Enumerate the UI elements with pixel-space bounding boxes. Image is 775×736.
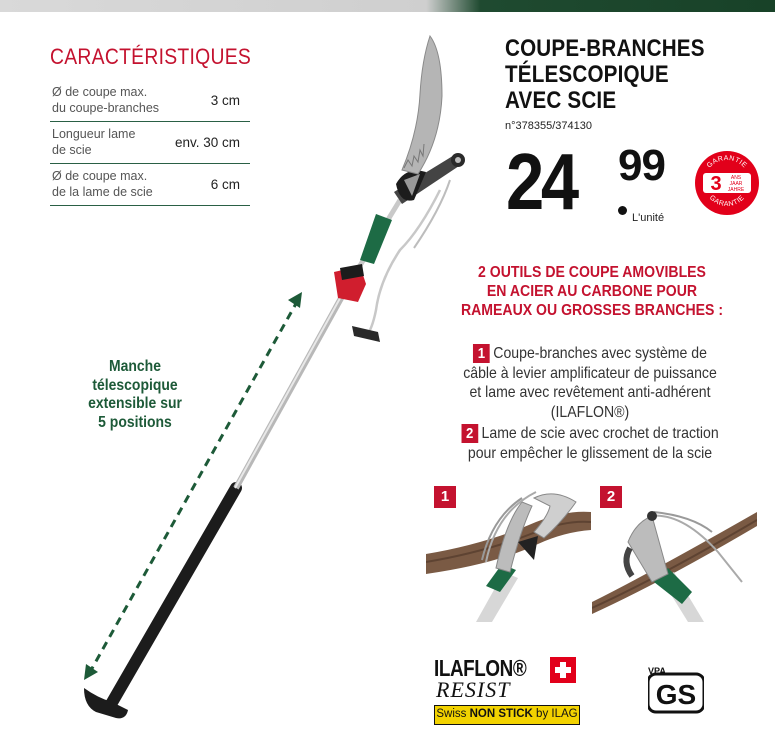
price-block	[506, 137, 696, 232]
warranty-top-text: GARANTIE	[705, 154, 749, 170]
tagline-bold: NON STICK	[469, 708, 533, 720]
price-unit: L'unité	[632, 212, 665, 224]
ilaflon-tagline	[434, 705, 580, 725]
photo-tag: 2	[600, 486, 622, 508]
gs-safety-mark	[648, 666, 704, 714]
tagline-part: by ILAG	[532, 708, 578, 720]
spec-label-line: Ø de coupe max.	[52, 169, 148, 183]
feature-line: (ILAFLON®)	[550, 403, 630, 421]
feature-item	[432, 344, 749, 422]
tagline-part: Swiss	[436, 708, 470, 720]
gs-vpa-text: VPA	[648, 666, 666, 676]
telescopic-handle-note	[77, 358, 194, 432]
handle-note-line: extensible sur	[88, 395, 182, 412]
feature-item	[432, 424, 749, 463]
saw-detail-photo	[592, 482, 757, 622]
pull-cable	[366, 190, 440, 336]
feature-number: 2	[461, 424, 478, 443]
feature-headline	[451, 263, 733, 320]
lopper-detail-photo	[426, 482, 591, 622]
spec-label-line: Longueur lame	[52, 127, 136, 141]
warranty-small-text: ANS	[730, 175, 742, 181]
feature-line: pour empêcher le glissement de la scie	[467, 444, 713, 462]
spec-label-line: du coupe-branches	[52, 101, 160, 115]
ilaflon-resist-logo	[434, 655, 580, 727]
handle-note-line: 5 positions	[98, 413, 172, 431]
spec-label-line: Ø de coupe max.	[52, 85, 148, 99]
warranty-badge	[694, 150, 760, 216]
spec-label-line: de la lame de scie	[52, 185, 153, 199]
feature-text: Lame de scie avec crochet de traction	[481, 425, 719, 442]
price-integer: 24	[506, 137, 576, 226]
ilaflon-wordmark: ILAFLON®	[434, 655, 527, 681]
warranty-bottom-text: GARANTIE	[707, 194, 747, 209]
feature-headline-line: 2 OUTILS DE COUPE AMOVIBLES	[478, 264, 706, 281]
handle-note-line: télescopique	[92, 376, 178, 394]
feature-line	[432, 344, 749, 364]
warranty-small-text: JAAR	[729, 181, 743, 187]
product-title	[505, 36, 705, 114]
product-title-line: AVEC SCIE	[505, 87, 617, 114]
spec-label-line: de scie	[52, 143, 92, 157]
spec-value: 3 cm	[210, 92, 240, 108]
feature-line: et lame avec revêtement anti-adhérent	[469, 384, 711, 401]
product-title-line: COUPE-BRANCHES	[505, 35, 705, 62]
feature-number: 1	[473, 344, 490, 363]
feature-headline-line: EN ACIER AU CARBONE POUR	[486, 283, 698, 300]
product-title-line: TÉLESCOPIQUE	[505, 61, 669, 88]
extension-arrow-line	[90, 300, 298, 672]
spec-value: env. 30 cm	[174, 134, 240, 150]
feature-line: câble à levier amplificateur de puissance	[463, 364, 717, 382]
warranty-small-text: JAHRE	[727, 187, 745, 193]
ilaflon-resist-text: RESIST	[436, 677, 511, 702]
feature-text: Coupe-branches avec système de	[493, 345, 707, 362]
price-decimal-dot	[618, 206, 627, 215]
feature-headline-line: RAMEAUX OU GROSSES BRANCHES :	[460, 302, 724, 319]
feature-line	[432, 424, 749, 444]
gs-mark-text: GS	[655, 679, 697, 710]
extension-arrow-head-bottom	[84, 664, 98, 680]
green-sleeve	[360, 214, 392, 264]
warranty-years: 3	[710, 173, 722, 195]
spec-value: 6 cm	[210, 176, 240, 192]
handle-note-line: Manche	[109, 358, 161, 375]
price-decimals: 99	[618, 141, 665, 190]
article-number: n°378355/374130	[505, 120, 592, 132]
swiss-cross-icon	[550, 657, 576, 683]
specifications-title: CARACTÉRISTIQUES	[50, 44, 252, 69]
cable-pull-handle	[352, 326, 380, 342]
photo-tag: 1	[434, 486, 456, 508]
